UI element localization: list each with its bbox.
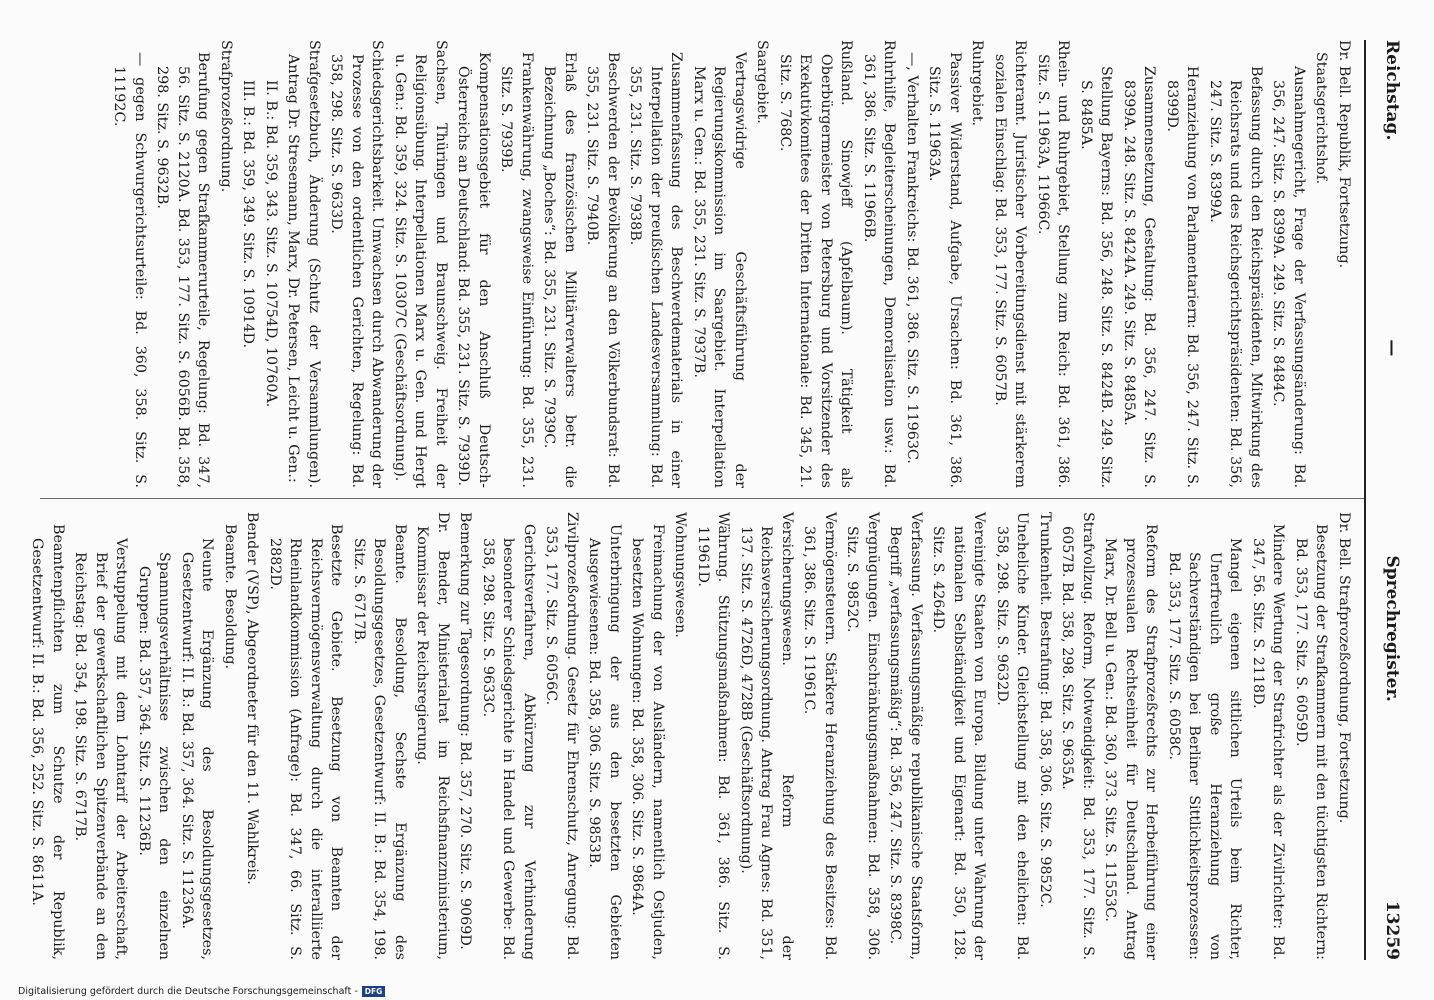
register-entry: Mangel eigenen sittlichen Urteils beim Richter, Unerfreulich große Heranziehung von Sachverständigen bei Berliner Sittlichkeitsprozessen: Bd. 353, 177. Sitz. S. 6058C. — [1166, 538, 1244, 960]
register-entry: Beamte. Besoldung, Sechste Ergänzung des Besoldungsgesetzes, Gesetzentwurf: II. B.: Bd. 354, 198. Sitz. S. 6717B. — [351, 524, 408, 960]
register-entry: Ruhrgebiet. — [969, 40, 986, 127]
register-entry: Besetzung der Strafkammern mit den tüchtigsten Richtern: Bd. 353, 177. Sitz. S. 6059D. — [1293, 524, 1330, 960]
register-entry: Bemerkung zur Tagesordnung: Bd. 357, 270. Sitz. S. 9069D. — [457, 512, 474, 950]
register-entry: Neunte Ergänzung des Besoldungsgesetzes, Gesetzentwurf: II. B.: Bd. 357, 364. Sitz. S. 11236A. — [179, 538, 216, 960]
register-entry: —, Verhalten Frankreichs: Bd. 361, 386. Sitz. S. 11963C. — [904, 52, 920, 464]
register-entry: Besetzte Gebiete. Besetzung von Beamten der Reichsvermögensverwaltung durch die interalliierte Rheinlandkommission (Anfrage): Bd. 347, 66. Sitz. S. 2882D. — [267, 524, 345, 960]
register-entry: II. B.: Bd. 359, 343. Sitz. S. 10754D, 10760A. — [263, 80, 279, 408]
register-entry: Reform des Strafprozeßrechts zur Herbeiführung einer prozessualen Rechtseinheit für Deutschland. Antrag Marx, Dr. Bell u. Gen.: Bd. 360, 373. Sitz. S. 11553C. — [1102, 524, 1160, 960]
register-entry: Dr. Bender, Ministerialrat im Reichsfinanzministerium, Kommissar der Reichsregierung. — [414, 512, 451, 960]
register-entry: Kompensationsgebiet für den Anschluß Deutsch-Österreichs an Deutschland: Bd. 355, 231. Sitz. S. 7939D. — [455, 52, 492, 488]
register-entry: Rußland. Sinowjeff (Apfelbaum). Tätigkeit als Oberbürgermeister von Petersburg und Vorsitzender des Exekutivkomitees der Dritten Internationale: Bd. 345, 21. Sitz. S. 768C. — [777, 40, 855, 488]
dfg-logo: DFG — [362, 986, 386, 997]
page-number: 13259 — [1382, 900, 1402, 960]
register-entry: Saargebiet. — [754, 40, 771, 124]
register-entry: Beschwerden der Bevölkerung an den Völkerbundsrat: Bd. 355, 231. Sitz. S. 7940B. — [584, 52, 621, 488]
register-entry: Bender (VSP), Abgeordneter für den 11. Wahlkreis. — [244, 512, 261, 885]
register-entry: Rhein- und Ruhrgebiet, Stellung zum Reich: Bd. 361, 386. Sitz. S. 11963A, 11966C. — [1035, 40, 1072, 488]
footer-credit — [18, 986, 385, 997]
register-entry: Freimachung der von Ausländern, namentlich Ostjuden, besetzten Wohnungen: Bd. 358, 306. Sitz. S. 9864A. — [629, 524, 666, 960]
register-entry: Ausnahmegericht, Frage der Verfassungsänderung: Bd. 356, 247. Sitz. S. 8399A. 249. Sitz. S. 8484C. — [1270, 66, 1307, 488]
register-entry: Versicherungswesen. Reform der Reichsversicherungsordnung. Antrag Frau Agnes: Bd. 351, 137. Sitz. S. 4726D, 4728B (Geschäftsordnung). — [738, 512, 795, 960]
register-entry: Dr. Bell. Strafprozeßordnung, Fortsetzung. — [1336, 512, 1352, 824]
header-center-title: Sprechregister. — [1382, 555, 1402, 702]
column-divider — [40, 498, 1364, 499]
register-entry: Schiedsgerichtsbarkeit. Umwachsen durch Abwanderung der Prozesse von den ordentlichen Gerichten, Regelung: Bd. 358, 298. Sitz. S. 9633D. — [328, 40, 386, 488]
register-entry: Berufung gegen Strafkammerurteile, Regelung: Bd. 347, 56. Sitz. S. 2120A. Bd. 353, 177. Sitz. S. 6056B. Bd. 358, 298. Sitz. S. 9632B. — [154, 52, 212, 488]
register-entry: Strafprozeßordnung. — [218, 40, 234, 193]
register-entry: Vereinigte Staaten von Europa. Bildung unter Wahrung der nationalen Selbständigkeit und Eigenart: Bd. 350, 128. Sitz. S. 4264D. — [930, 512, 988, 960]
register-entry: Zivilprozeßordnung. Gesetz für Ehrenschutz, Anregung: Bd. 353, 177. Sitz. S. 6056C. — [543, 512, 580, 960]
register-entry: Strafvollzug. Reform, Notwendigkeit: Bd. 353, 177. Sitz. S. 6057B. Bd. 358, 298. Sitz. S. 9635A. — [1059, 512, 1096, 960]
register-entry: Frankenwährung, zwangsweise Einführung: Bd. 355, 231. Sitz. S. 7939B. — [498, 52, 535, 488]
header-rule — [1364, 40, 1366, 960]
right-column — [29, 512, 1354, 960]
register-entry: Vergnügungen. Einschränkungsmaßnahmen: Bd. 358, 306. Sitz. S. 9852C. — [844, 512, 881, 960]
register-entry: Währung. Stützungsmaßnahmen: Bd. 361, 386. Sitz. S. 11961D. — [695, 512, 732, 960]
register-entry: Verstuppelung mit dem Lohntarif der Arbeiterschaft, Brief der gewerkschaftlichen Spitzenverbände an den Reichstag: Bd. 354, 198. Sitz. S. 6717B. — [72, 538, 130, 960]
register-entry: Befassung durch den Reichspräsidenten, Mitwirkung des Reichsrats und des Reichsgerichtspräsidenten: Bd. 356, 247. Sitz. S. 8399A. — [1207, 66, 1264, 488]
header-dash: — — [1382, 339, 1402, 357]
register-entry: Sachsen, Thüringen und Braunschweig. Freiheit der Religionsübung. Interpellationen Marx u. Gen. und Hergt u. Gen.: Bd. 359, 324. Sitz. S. 10307C (Geschäftsordnung). — [392, 40, 449, 488]
register-entry: Stellung Bayerns: Bd. 356, 248. Sitz. S. 8424B. 249. Sitz. S. 8485A. — [1078, 66, 1115, 488]
register-entry: Strafgesetzbuch, Änderung (Schutz der Versammlungen). Antrag Dr. Stresemann, Marx, Dr. Petersen, Leicht u. Gen.: — [285, 40, 322, 488]
register-entry: Zusammensetzung, Gestaltung: Bd. 356, 247. Sitz. S. 8399A. 248. Sitz. S. 8424A. 249. Sitz. S. 8485A. — [1121, 66, 1158, 488]
page-header — [1372, 40, 1412, 960]
register-entry: Trunkenheit. Bestrafung: Bd. 358, 306. Sitz. S. 9852C. — [1037, 512, 1053, 908]
left-column — [40, 40, 1354, 488]
register-entry: Heranziehung von Parlamentariern: Bd. 356, 247. Sitz. S. 8399D. — [1164, 66, 1201, 488]
register-entry: — gegen Schwurgerichtsurteile: Bd. 360, 358. Sitz. S. 11192C. — [111, 52, 148, 488]
register-entry: Beamtenpflichten zum Schutze der Republik, Gesetzentwurf: II. B.: Bd. 356, 252. Sitz. S. 8611A. — [29, 524, 66, 960]
footer-text: Digitalisierung gefördert durch die Deutsche Forschungsgemeinschaft - — [18, 986, 358, 997]
register-entry: Dr. Bell. Republik, Fortsetzung. — [1336, 40, 1352, 269]
register-entry: Beamte. Besoldung. — [222, 524, 238, 670]
register-entry: Unterbringung der aus den besetzten Gebieten Ausgewiesenen: Bd. 358, 306. Sitz. S. 9853B. — [586, 524, 623, 960]
register-entry: Vertragswidrige Geschäftsführung der Regierungskommission im Saargebiet. Interpellation Marx u. Gen.: Bd. 355, 231. Sitz. S. 7937B. — [691, 52, 748, 488]
register-entry: III. B.: Bd. 359, 349. Sitz. S. 10914D. — [240, 80, 257, 349]
register-entry: Zusammenfassung des Beschwerdematerials in einer Interpellation der preußischen Landesversammlung: Bd. 355, 231. Sitz. S. 7938B. — [627, 52, 685, 488]
header-left-title: Reichstag. — [1382, 40, 1402, 141]
register-entry: Erlaß des französischen Militärverwalters betr. die Bezeichnung „Boches“: Bd. 355, 231. Sitz. S. 7939C. — [541, 52, 578, 488]
register-entry: Verfassung. Verfassungsmäßige republikanische Staatsform, Begriff „verfassungsmäßig“: Bd. 356, 247. Sitz. S. 8398C. — [887, 512, 924, 960]
register-entry: Staatsgerichtshof. — [1313, 52, 1330, 185]
register-entry: Gerichtsverfahren, Abkürzung zur Verhinderung besonderer Schiedsgerichte in Handel und Gewerbe: Bd. 358, 298. Sitz. S. 9633C. — [480, 524, 537, 960]
register-entry: Passiver Widerstand, Aufgabe, Ursachen: Bd. 361, 386. Sitz. S. 11963A. — [926, 52, 963, 488]
register-entry: Ruhrhilfe, Begleiterscheinungen, Demoralisation usw.: Bd. 361, 386. Sitz. S. 11966B. — [861, 40, 898, 488]
register-entry: Richteramt. Juristischer Vorbereitungsdienst mit stärkerem sozialen Einschlag: Bd. 353, 177. Sitz. S. 6057B. — [992, 40, 1029, 488]
register-entry: Spannungsverhältnisse zwischen den einzelnen Gruppen: Bd. 357, 364. Sitz. S. 11236B. — [136, 552, 173, 960]
register-entry: Mindere Wertung der Strafrichter als der Zivilrichter: Bd. 347, 56. Sitz. S. 2118D. — [1250, 524, 1287, 960]
register-entry: Uneheliche Kinder. Gleichstellung mit den ehelichen: Bd. 358, 298. Sitz. S. 9632D. — [994, 512, 1031, 960]
register-entry: Vermögensteuern. Stärkere Heranziehung des Besitzes: Bd. 361, 386. Sitz. S. 11961C. — [801, 512, 838, 960]
register-entry: Wohnungswesen. — [672, 512, 689, 638]
